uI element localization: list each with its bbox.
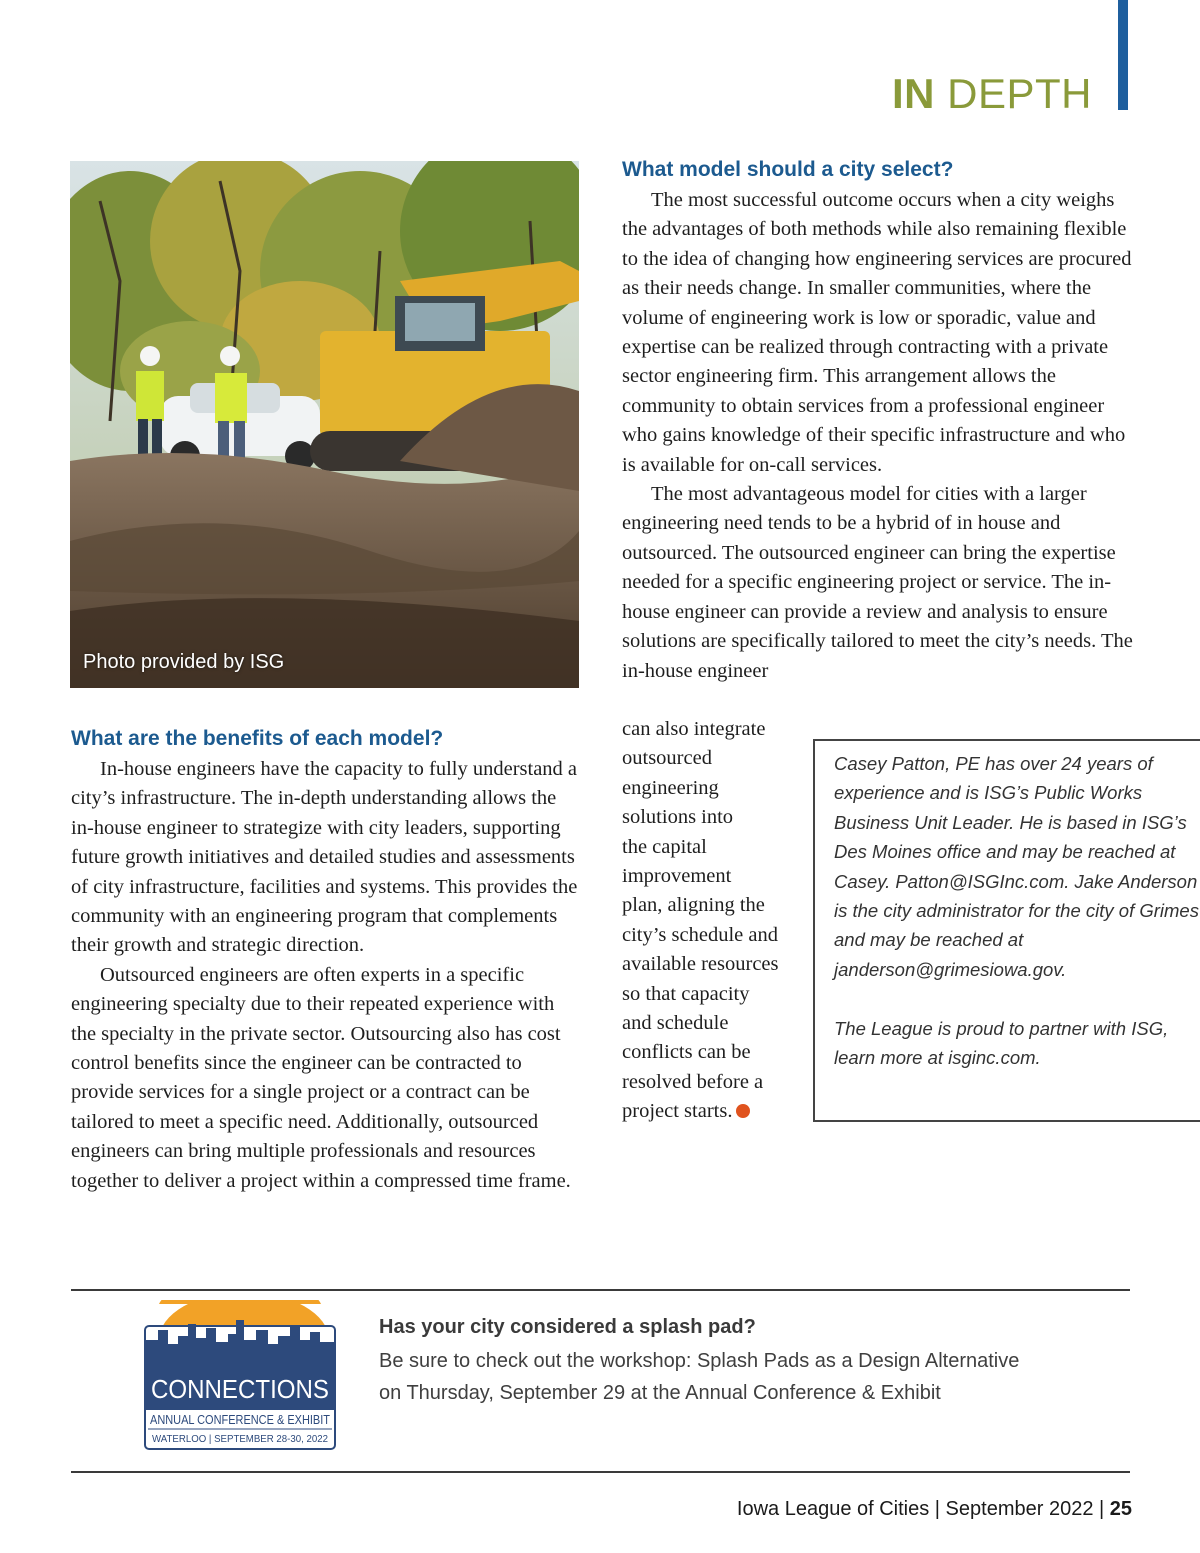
continuation-line: solutions into bbox=[622, 806, 734, 829]
page-footer bbox=[737, 1498, 1132, 1521]
continuation-line: conflicts can be bbox=[622, 1041, 751, 1064]
page-number: 25 bbox=[1109, 1498, 1132, 1520]
benefits-heading: What are the benefits of each model? bbox=[71, 727, 444, 750]
conference-logo-graphic bbox=[144, 1300, 336, 1450]
model-paragraph-2: The most advantageous model for cities with a larger engineering need tends to be a hybrid of in house and outsourced. The outsourced engineer can bring the expertise needed for a specific engineering project or service. The in-house engineer can provide a review and analysis to ensure solutions are specifically tailored to meet the city’s needs. The in-house engineer bbox=[622, 483, 1133, 682]
continuation-line: resolved before a bbox=[622, 1070, 764, 1093]
logo-details: WATERLOO | SEPTEMBER 28-30, 2022 bbox=[152, 1434, 329, 1445]
logo-subtitle: ANNUAL CONFERENCE & EXHIBIT bbox=[150, 1413, 331, 1427]
continuation-line: available resources bbox=[622, 953, 779, 976]
continuation-line: can also integrate bbox=[622, 718, 766, 740]
continuation-line: city’s schedule and bbox=[622, 923, 778, 946]
promo-title: Has your city considered a splash pad? bbox=[379, 1316, 756, 1338]
construction-photo bbox=[70, 161, 579, 688]
continuation-line: the capital bbox=[622, 835, 707, 858]
partner-note: The League is proud to partner with ISG, learn more at isginc.com. bbox=[834, 1017, 1169, 1069]
promo-line-1: Be sure to check out the workshop: Splash Pads as a Design Alternative bbox=[379, 1350, 1020, 1372]
construction-scene-illustration bbox=[70, 161, 579, 688]
photo-caption: Photo provided by ISG bbox=[83, 651, 285, 673]
model-selection-heading: What model should a city select? bbox=[622, 158, 954, 181]
article-end-dot-icon bbox=[736, 1104, 750, 1118]
author-bio-text: Casey Patton, PE has over 24 years of experience and is ISG’s Public Works Business Unit Leader. He is based in ISG’s Des Moines office and may be reached at Casey. Patton@ISGInc.com. Jake Anderson is the city administrator for the city of Grimes and may be reached at janderson@grimesiowa.gov. bbox=[834, 753, 1199, 980]
continuation-line: improvement bbox=[622, 865, 732, 888]
promo-bottom-rule bbox=[71, 1471, 1130, 1473]
benefits-body bbox=[71, 755, 583, 1196]
promo-line-2: on Thursday, September 29 at the Annual Conference & Exhibit bbox=[379, 1382, 941, 1404]
continuation-line-end: project starts. bbox=[622, 1100, 733, 1123]
section-heading-bold: IN bbox=[891, 70, 935, 117]
continuation-line: so that capacity bbox=[622, 982, 750, 1005]
continuation-line: outsourced bbox=[622, 747, 712, 770]
continuation-line: engineering bbox=[622, 776, 719, 799]
connections-conference-logo bbox=[144, 1300, 336, 1450]
model-paragraph-continuation bbox=[622, 715, 797, 1127]
benefits-paragraph-2: Outsourced engineers are often experts in a specific engineering specialty due to their repeated experience with the specialty in the private sector. Outsourcing also has cost control benefits since the engineer can be contracted to provide services for a single project or a contract can be tailored to meet a specific need. Additionally, outsourced engineers can bring multiple professionals and resources together to deliver a project within a compressed time frame. bbox=[71, 963, 571, 1192]
model-selection-body bbox=[622, 186, 1134, 686]
benefits-paragraph-1: In-house engineers have the capacity to fully understand a city’s infrastructure. The in-depth understanding allows the in-house engineer to strategize with city leaders, supporting future growth initiatives and detailed studies and assessments of city infrastructure, facilities and systems. This provides the community with an engineering program that complements their growth and strategic direction. bbox=[71, 758, 578, 957]
section-heading-light: DEPTH bbox=[947, 70, 1092, 117]
header-accent-bar bbox=[1118, 0, 1128, 110]
continuation-line: plan, aligning the bbox=[622, 894, 765, 917]
logo-title: CONNECTIONS bbox=[151, 1374, 329, 1404]
footer-publication: Iowa League of Cities | September 2022 | bbox=[736, 1498, 1110, 1520]
author-bio-box bbox=[813, 739, 1200, 1122]
continuation-line-last bbox=[622, 1097, 797, 1126]
continuation-line: and schedule bbox=[622, 1012, 729, 1035]
section-heading bbox=[892, 70, 1092, 118]
model-paragraph-1: The most successful outcome occurs when a city weighs the advantages of both methods while also remaining flexible to the idea of changing how engineering services are procured as their needs change. In smaller communities, where the volume of engineering work is low or sporadic, value and expertise can be realized through contracting with a private sector engineering firm. This arrangement allows the community to obtain services from a professional engineer who gains knowledge of their specific infrastructure and who is available for on-call services. bbox=[622, 189, 1132, 476]
promo-top-rule bbox=[71, 1289, 1130, 1291]
